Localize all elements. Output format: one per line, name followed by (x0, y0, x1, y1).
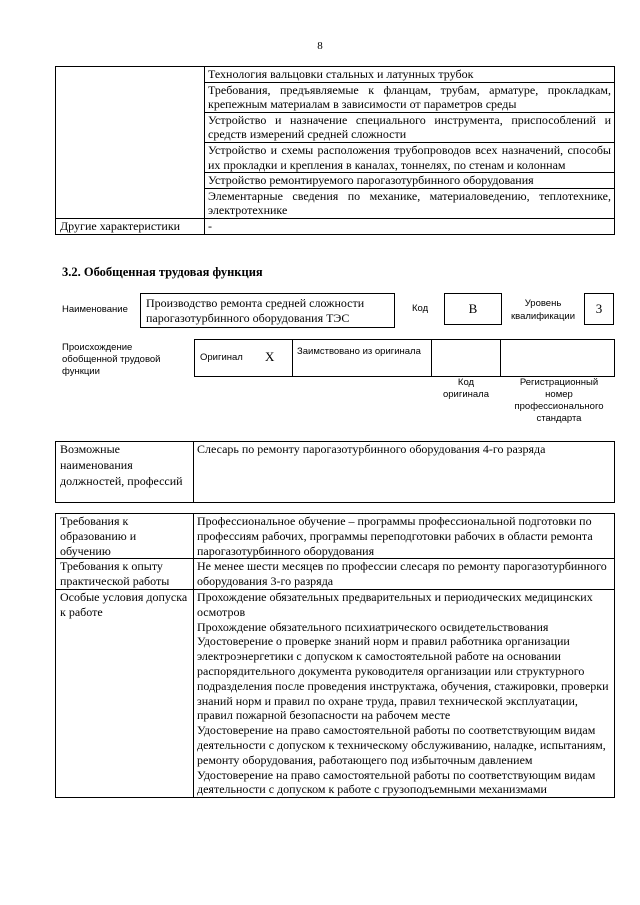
special-condition-item: Прохождение обязательного психиатрического освидетельствования (197, 619, 549, 634)
code-label: Код (412, 303, 429, 314)
special-condition-item: Удостоверение на право самостоятельной работы по соответствующим видам деятельности с допуском к работе с грузоподъемными механизмами (197, 767, 596, 797)
origin-label: Происхождение обобщенной трудовой функции (62, 342, 161, 377)
knowledge-item: Устройство и схемы расположения трубопроводов всех назначений, способы их прокладки и крепления в каналах, тоннелях, по стенам и колоннам (205, 142, 615, 172)
level-label: Уровень квалификации (510, 298, 576, 322)
page-number: 8 (317, 40, 323, 52)
education-value: Профессиональное обучение – программы профессиональной подготовки по профессиям рабочих, программы переподготовки рабочих в области ремонта парогазотурбинного оборудования (194, 514, 615, 559)
origin-box (194, 339, 615, 377)
positions-label: Возможные наименования должностей, профессий (56, 442, 194, 503)
origin-divider (500, 339, 501, 377)
special-conditions-cell (194, 589, 615, 797)
code-box: B (444, 293, 502, 325)
origin-divider (292, 339, 293, 377)
origin-divider (431, 339, 432, 377)
knowledge-item: Устройство и назначение специального инструмента, приспособлений и средств измерений средней сложности (205, 112, 615, 142)
special-conditions-label: Особые условия допуска к работе (56, 589, 194, 797)
name-label: Наименование (62, 304, 128, 315)
special-condition-item: Удостоверение на право самостоятельной работы по соответствующим видам деятельности с допуском к техническому обслуживанию, наладке, испытаниям, ремонту оборудования, работающего под избыточным давлением (197, 723, 606, 767)
special-condition-item: Удостоверение о проверке знаний норм и правил работника организации электроэнергетики с допуском к самостоятельной работе на основании распорядительного документа руководителя организации или структурного подразделения после проведения инструктажа, обучения, стажировки, проверки знаний норм и правил по охране труда, правил технической эксплуатации, правил пожарной безопасности на рабочем месте (197, 634, 609, 723)
knowledge-table (55, 66, 615, 235)
borrowed-label: Заимствовано из оригинала (297, 346, 421, 357)
level-box: 3 (584, 293, 614, 325)
reg-number-label: Регистрационный номер профессионального стандарта (514, 377, 604, 424)
experience-value: Не менее шести месяцев по профессии слесаря по ремонту парогазотурбинного оборудования 3-го разряда (194, 559, 615, 590)
experience-label: Требования к опыту практической работы (56, 559, 194, 590)
original-mark: X (265, 349, 275, 364)
other-characteristics-label: Другие характеристики (56, 218, 205, 234)
knowledge-item: Элементарные сведения по механике, материаловедению, теплотехнике, электротехнике (205, 188, 615, 218)
section-title: 3.2. Обобщенная трудовая функция (62, 265, 263, 279)
gtf-name-box: Производство ремонта средней сложности парогазотурбинного оборудования ТЭС (140, 293, 395, 328)
positions-table (55, 441, 615, 503)
original-label: Оригинал (200, 352, 243, 363)
requirements-table (55, 513, 615, 798)
special-condition-item: Прохождение обязательных предварительных и периодических медицинских осмотров (197, 589, 593, 619)
knowledge-item: Устройство ремонтируемого парогазотурбинного оборудования (205, 173, 615, 189)
code-original-label: Код оригинала (442, 377, 489, 400)
positions-value: Слесарь по ремонту парогазотурбинного оборудования 4-го разряда (194, 442, 615, 503)
knowledge-item: Требования, предъявляемые к фланцам, трубам, арматуре, прокладкам, крепежным материалам в зависимости от параметров среды (205, 82, 615, 112)
knowledge-item: Технология вальцовки стальных и латунных трубок (205, 67, 615, 83)
knowledge-label-cell (56, 67, 205, 219)
other-characteristics-value: - (205, 218, 615, 234)
education-label: Требования к образованию и обучению (56, 514, 194, 559)
